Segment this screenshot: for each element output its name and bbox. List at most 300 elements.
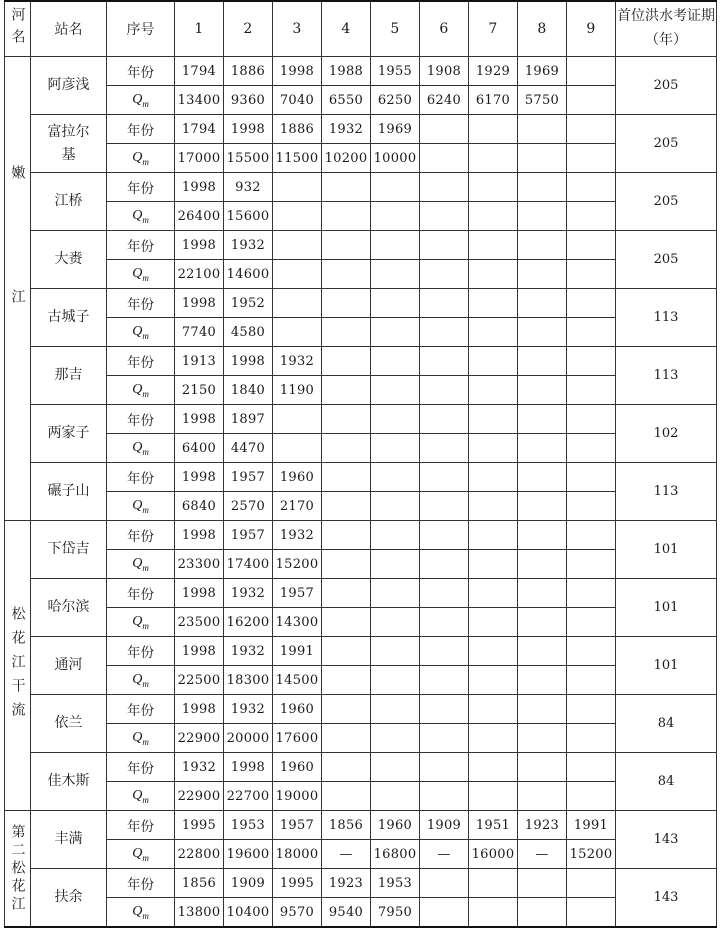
year-label: 年份	[107, 753, 175, 782]
period-cell: 84	[616, 695, 717, 753]
qm-cell	[322, 782, 371, 811]
qm-cell	[469, 666, 518, 695]
qm-cell: 16200	[224, 608, 273, 637]
qm-label	[107, 318, 175, 347]
qm-cell	[371, 376, 420, 405]
table-row	[5, 463, 717, 492]
qm-label-sub: m	[142, 388, 149, 399]
qm-cell	[420, 608, 469, 637]
period-cell: 113	[616, 463, 717, 521]
year-label: 年份	[107, 463, 175, 492]
year-cell	[322, 289, 371, 318]
year-cell	[469, 637, 518, 666]
year-cell: 1932	[175, 753, 224, 782]
year-cell	[371, 637, 420, 666]
qm-cell: 23500	[175, 608, 224, 637]
year-cell	[322, 637, 371, 666]
year-cell	[371, 289, 420, 318]
year-cell	[322, 753, 371, 782]
table-row	[5, 318, 717, 347]
qm-cell	[567, 318, 616, 347]
year-cell: 1932	[224, 637, 273, 666]
year-cell	[469, 579, 518, 608]
qm-cell	[469, 550, 518, 579]
year-cell	[567, 637, 616, 666]
year-cell: 1960	[273, 695, 322, 724]
period-cell: 143	[616, 869, 717, 928]
qm-label-sub: m	[142, 910, 149, 921]
qm-cell	[518, 376, 567, 405]
period-cell: 101	[616, 521, 717, 579]
qm-cell: 15200	[567, 840, 616, 869]
period-cell: 205	[616, 173, 717, 231]
qm-cell: 7950	[371, 898, 420, 928]
qm-cell: 7740	[175, 318, 224, 347]
qm-cell	[469, 318, 518, 347]
qm-cell: 13800	[175, 898, 224, 928]
qm-cell	[518, 898, 567, 928]
qm-cell	[469, 724, 518, 753]
station-name	[31, 753, 107, 811]
qm-cell	[469, 260, 518, 289]
header-rank-5: 5	[371, 1, 420, 57]
qm-cell: 15200	[273, 550, 322, 579]
qm-cell	[567, 782, 616, 811]
year-cell	[273, 289, 322, 318]
year-cell	[518, 463, 567, 492]
qm-cell	[518, 260, 567, 289]
year-cell	[420, 289, 469, 318]
year-cell: 1998	[175, 695, 224, 724]
river-name: 第二松花江	[5, 811, 31, 928]
station-label: 通河	[54, 657, 83, 674]
qm-cell	[322, 434, 371, 463]
year-cell	[322, 347, 371, 376]
qm-label-sub: m	[142, 272, 149, 283]
qm-cell: 6170	[469, 86, 518, 115]
year-cell: 1998	[175, 463, 224, 492]
qm-cell: 10000	[371, 144, 420, 173]
year-cell	[420, 115, 469, 144]
year-cell	[420, 405, 469, 434]
qm-cell	[371, 434, 420, 463]
year-label: 年份	[107, 637, 175, 666]
table-row	[5, 724, 717, 753]
station-name	[31, 173, 107, 231]
station-label: 古城子	[47, 309, 90, 326]
year-cell	[322, 231, 371, 260]
year-cell	[322, 463, 371, 492]
period-cell: 205	[616, 57, 717, 115]
header-rank-7: 7	[469, 1, 518, 57]
header-rank-2: 2	[224, 1, 273, 57]
qm-cell	[567, 492, 616, 521]
year-cell	[420, 521, 469, 550]
period-cell: 101	[616, 579, 717, 637]
year-cell: 1929	[469, 57, 518, 86]
qm-label	[107, 608, 175, 637]
qm-label	[107, 86, 175, 115]
station-label: 碾子山	[47, 483, 90, 500]
qm-cell	[273, 202, 322, 231]
qm-cell	[567, 608, 616, 637]
qm-label	[107, 724, 175, 753]
table-row	[5, 405, 717, 434]
qm-cell: 13400	[175, 86, 224, 115]
qm-cell	[567, 86, 616, 115]
qm-cell	[567, 724, 616, 753]
qm-cell	[420, 550, 469, 579]
year-cell	[371, 695, 420, 724]
year-cell	[567, 115, 616, 144]
qm-cell: 4580	[224, 318, 273, 347]
year-cell: 1998	[175, 173, 224, 202]
year-cell: 1998	[175, 231, 224, 260]
year-cell: 1995	[175, 811, 224, 840]
table-row	[5, 869, 717, 898]
qm-cell	[518, 608, 567, 637]
year-cell	[420, 869, 469, 898]
qm-cell	[420, 492, 469, 521]
station-name	[31, 289, 107, 347]
qm-cell: 17600	[273, 724, 322, 753]
year-cell	[518, 579, 567, 608]
qm-cell	[469, 202, 518, 231]
year-label: 年份	[107, 289, 175, 318]
qm-cell	[567, 376, 616, 405]
year-label: 年份	[107, 579, 175, 608]
period-cell: 101	[616, 637, 717, 695]
qm-cell: 14300	[273, 608, 322, 637]
year-cell	[518, 405, 567, 434]
qm-label-main: Q	[132, 555, 143, 571]
year-cell: 1957	[224, 463, 273, 492]
year-cell	[567, 405, 616, 434]
year-cell: 1998	[224, 115, 273, 144]
qm-label-main: Q	[132, 671, 143, 687]
year-cell: 932	[224, 173, 273, 202]
year-cell	[518, 637, 567, 666]
year-cell: 1957	[224, 521, 273, 550]
station-name	[31, 405, 107, 463]
table-row	[5, 260, 717, 289]
station-label: 哈尔滨	[47, 599, 90, 616]
year-cell	[518, 231, 567, 260]
year-cell: 1932	[224, 231, 273, 260]
station-label: 大赉	[54, 251, 83, 268]
station-name	[31, 521, 107, 579]
qm-cell	[420, 666, 469, 695]
qm-cell: 7040	[273, 86, 322, 115]
qm-cell: 4470	[224, 434, 273, 463]
qm-label-main: Q	[132, 903, 143, 919]
qm-cell	[469, 608, 518, 637]
qm-cell	[322, 318, 371, 347]
year-cell: 1998	[175, 637, 224, 666]
year-cell: 1856	[322, 811, 371, 840]
qm-cell	[567, 144, 616, 173]
qm-cell	[469, 782, 518, 811]
table-row	[5, 579, 717, 608]
qm-cell: 18300	[224, 666, 273, 695]
qm-cell	[420, 724, 469, 753]
qm-cell: —	[322, 840, 371, 869]
year-cell	[518, 347, 567, 376]
year-cell	[322, 405, 371, 434]
year-cell	[469, 231, 518, 260]
period-cell: 205	[616, 231, 717, 289]
year-cell	[371, 521, 420, 550]
qm-label	[107, 782, 175, 811]
year-cell	[567, 753, 616, 782]
station-name	[31, 463, 107, 521]
qm-cell	[518, 724, 567, 753]
qm-cell: 9540	[322, 898, 371, 928]
year-cell: 1932	[224, 695, 273, 724]
year-cell	[469, 869, 518, 898]
qm-label	[107, 666, 175, 695]
year-cell: 1998	[175, 289, 224, 318]
station-name	[31, 579, 107, 637]
year-cell: 1991	[567, 811, 616, 840]
station-label: 佳木斯	[47, 773, 90, 790]
year-cell	[567, 521, 616, 550]
qm-cell	[371, 782, 420, 811]
qm-label	[107, 260, 175, 289]
qm-cell: 10200	[322, 144, 371, 173]
table-row	[5, 695, 717, 724]
qm-label-main: Q	[132, 613, 143, 629]
qm-cell: 15600	[224, 202, 273, 231]
year-cell	[273, 405, 322, 434]
river-name: 松花江干流	[5, 521, 31, 811]
year-cell: 1909	[224, 869, 273, 898]
period-cell: 113	[616, 289, 717, 347]
qm-cell	[567, 666, 616, 695]
qm-cell: 20000	[224, 724, 273, 753]
qm-cell	[518, 492, 567, 521]
qm-cell: 22500	[175, 666, 224, 695]
year-cell: 1856	[175, 869, 224, 898]
qm-cell: 9360	[224, 86, 273, 115]
qm-label	[107, 840, 175, 869]
year-label: 年份	[107, 521, 175, 550]
year-cell	[518, 753, 567, 782]
qm-cell: 17400	[224, 550, 273, 579]
qm-label-main: Q	[132, 265, 143, 281]
year-cell: 1952	[224, 289, 273, 318]
qm-label	[107, 898, 175, 928]
period-cell: 113	[616, 347, 717, 405]
header-rank-9: 9	[567, 1, 616, 57]
year-cell: 1886	[224, 57, 273, 86]
station-label: 扶余	[54, 889, 83, 906]
year-cell: 1998	[175, 405, 224, 434]
qm-label-sub: m	[142, 98, 149, 109]
year-cell	[420, 695, 469, 724]
year-cell: 1923	[518, 811, 567, 840]
year-cell: 1991	[273, 637, 322, 666]
qm-label-main: Q	[132, 381, 143, 397]
qm-cell: 2570	[224, 492, 273, 521]
qm-cell	[469, 144, 518, 173]
qm-cell	[567, 202, 616, 231]
qm-label	[107, 376, 175, 405]
qm-label	[107, 202, 175, 231]
year-cell	[371, 753, 420, 782]
year-cell: 1909	[420, 811, 469, 840]
qm-cell	[322, 260, 371, 289]
period-cell: 84	[616, 753, 717, 811]
station-label: 那吉	[54, 367, 83, 384]
qm-cell: —	[518, 840, 567, 869]
year-cell	[371, 579, 420, 608]
year-cell: 1923	[322, 869, 371, 898]
table-row	[5, 347, 717, 376]
qm-cell: 1840	[224, 376, 273, 405]
year-label: 年份	[107, 173, 175, 202]
year-cell	[420, 347, 469, 376]
year-cell	[518, 695, 567, 724]
table-row	[5, 898, 717, 928]
qm-label	[107, 144, 175, 173]
year-label: 年份	[107, 231, 175, 260]
year-cell: 1957	[273, 811, 322, 840]
year-label: 年份	[107, 57, 175, 86]
year-cell	[371, 173, 420, 202]
year-cell: 1794	[175, 115, 224, 144]
qm-cell: 2170	[273, 492, 322, 521]
year-label: 年份	[107, 811, 175, 840]
qm-cell	[518, 318, 567, 347]
station-label: 富拉尔基	[47, 124, 90, 163]
qm-cell	[371, 202, 420, 231]
table-row	[5, 86, 717, 115]
year-cell	[371, 463, 420, 492]
year-cell	[420, 753, 469, 782]
year-cell: 1995	[273, 869, 322, 898]
qm-cell	[371, 260, 420, 289]
qm-cell	[518, 666, 567, 695]
qm-cell	[273, 260, 322, 289]
year-cell	[567, 231, 616, 260]
qm-cell: 14500	[273, 666, 322, 695]
qm-cell	[469, 898, 518, 928]
qm-cell	[469, 434, 518, 463]
header-rank-8: 8	[518, 1, 567, 57]
year-label: 年份	[107, 115, 175, 144]
qm-cell: 22700	[224, 782, 273, 811]
qm-cell	[371, 318, 420, 347]
year-cell: 1969	[371, 115, 420, 144]
table-row	[5, 521, 717, 550]
header-period: 首位洪水考证期（年）	[616, 1, 717, 57]
qm-cell	[371, 608, 420, 637]
header-rank-1: 1	[175, 1, 224, 57]
table-row	[5, 434, 717, 463]
year-cell	[469, 115, 518, 144]
year-cell: 1913	[175, 347, 224, 376]
qm-cell	[273, 318, 322, 347]
qm-label-main: Q	[132, 845, 143, 861]
qm-cell	[518, 202, 567, 231]
year-cell	[273, 173, 322, 202]
qm-cell	[518, 434, 567, 463]
table-row	[5, 144, 717, 173]
period-cell: 102	[616, 405, 717, 463]
station-label: 两家子	[47, 425, 90, 442]
qm-cell	[420, 202, 469, 231]
table-row	[5, 115, 717, 144]
qm-cell: 22800	[175, 840, 224, 869]
qm-cell: 22900	[175, 782, 224, 811]
qm-cell: 9570	[273, 898, 322, 928]
year-cell	[322, 521, 371, 550]
qm-cell	[322, 608, 371, 637]
qm-cell	[518, 550, 567, 579]
header-river: 河名	[5, 1, 31, 57]
header-row	[5, 1, 717, 57]
qm-cell	[420, 434, 469, 463]
year-cell: 1951	[469, 811, 518, 840]
qm-cell: —	[420, 840, 469, 869]
qm-label-main: Q	[132, 497, 143, 513]
year-cell	[518, 115, 567, 144]
year-cell	[469, 695, 518, 724]
year-cell	[469, 405, 518, 434]
table-row	[5, 753, 717, 782]
year-cell	[371, 347, 420, 376]
qm-cell	[322, 202, 371, 231]
qm-cell	[420, 898, 469, 928]
year-cell	[420, 173, 469, 202]
qm-cell: 6250	[371, 86, 420, 115]
year-cell: 1960	[371, 811, 420, 840]
qm-cell	[322, 492, 371, 521]
year-cell: 1960	[273, 463, 322, 492]
table-row	[5, 550, 717, 579]
year-cell: 1932	[273, 347, 322, 376]
qm-label-sub: m	[142, 562, 149, 573]
year-cell	[567, 289, 616, 318]
qm-label-sub: m	[142, 852, 149, 863]
year-cell: 1932	[273, 521, 322, 550]
qm-label-sub: m	[142, 156, 149, 167]
year-cell: 1998	[273, 57, 322, 86]
table-row	[5, 782, 717, 811]
year-cell	[273, 231, 322, 260]
header-rank-4: 4	[322, 1, 371, 57]
qm-cell: 22100	[175, 260, 224, 289]
qm-label-sub: m	[142, 620, 149, 631]
qm-cell	[469, 376, 518, 405]
year-cell: 1953	[371, 869, 420, 898]
year-cell: 1998	[224, 753, 273, 782]
station-label: 阿彦浅	[47, 77, 90, 94]
table-row	[5, 608, 717, 637]
qm-cell	[518, 782, 567, 811]
year-cell	[518, 521, 567, 550]
qm-cell: 16800	[371, 840, 420, 869]
qm-label-main: Q	[132, 207, 143, 223]
year-cell	[469, 289, 518, 318]
table-row	[5, 376, 717, 405]
qm-cell: 5750	[518, 86, 567, 115]
qm-cell: 6840	[175, 492, 224, 521]
qm-label-main: Q	[132, 91, 143, 107]
qm-cell	[420, 318, 469, 347]
qm-cell	[371, 492, 420, 521]
